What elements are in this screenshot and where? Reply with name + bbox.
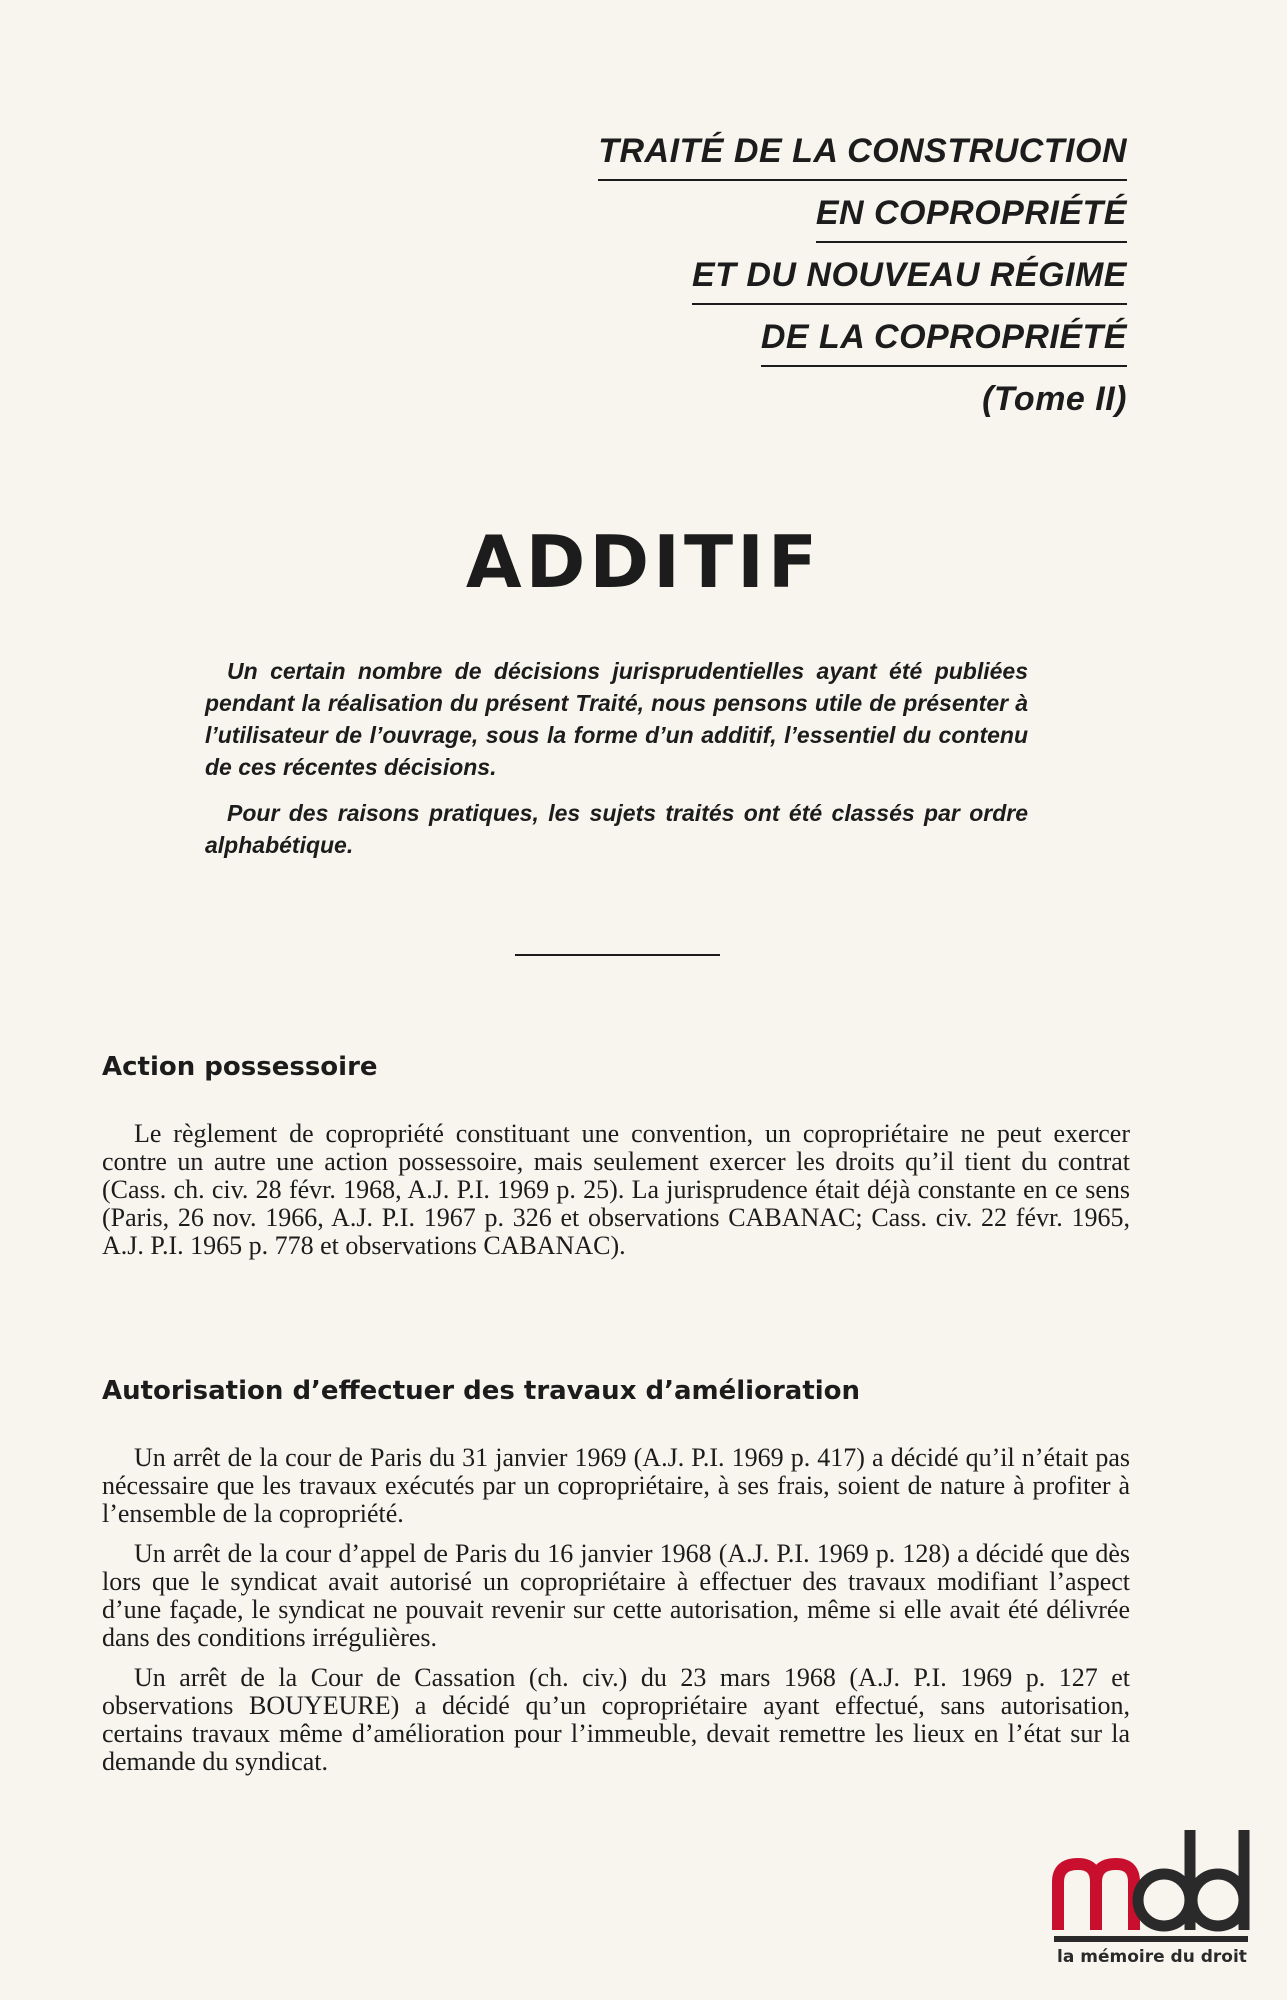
body-paragraph: Un arrêt de la cour d’appel de Paris du 16 janvier 1968 (A.J. P.I. 1969 p. 128) a décidé que dès lors que le syndicat avait autorisé un copropriétaire à effectuer des travaux modifiant l’aspect d’une façade, le syndicat ne pouvait revenir sur cette autorisation, même si elle avait été délivrée dans des conditions irrégulières. xyxy=(102,1539,1130,1652)
section-body-autorisation-travaux xyxy=(102,1444,1130,1788)
page-heading: ADDITIF xyxy=(465,520,822,604)
book-title xyxy=(598,128,1127,419)
mdd-logo-mark xyxy=(1052,1820,1252,1945)
intro-paragraph: Un certain nombre de décisions jurisprudentielles ayant été publiées pendant la réalisation du présent Traité, nous pensons utile de présenter à l’utilisateur de l’ouvrage, sous la forme d’un additif, l’essentiel du contenu de ces récentes décisions. xyxy=(205,658,1028,780)
intro-text xyxy=(205,655,1028,875)
body-paragraph: Un arrêt de la Cour de Cassation (ch. civ.) du 23 mars 1968 (A.J. P.I. 1969 p. 127 et observations BOUYEURE) a décidé qu’un copropriétaire ayant effectué, sans autorisation, certains travaux même d’amélioration pour l’immeuble, devait remettre les lieux en l’état sur la demande du syndicat. xyxy=(102,1663,1130,1776)
logo-caption: la mémoire du droit xyxy=(1057,1947,1247,1967)
mdd-logo xyxy=(1052,1820,1252,1980)
intro-paragraph: Pour des raisons pratiques, les sujets traités ont été classés par ordre alphabétique. xyxy=(205,800,1028,858)
title-line: ET DU NOUVEAU RÉGIME xyxy=(692,252,1127,305)
section-title-autorisation-travaux: Autorisation d’effectuer des travaux d’amélioration xyxy=(102,1376,861,1406)
title-line: DE LA COPROPRIÉTÉ xyxy=(761,314,1127,367)
section-separator xyxy=(515,954,720,956)
body-paragraph: Un arrêt de la cour de Paris du 31 janvier 1969 (A.J. P.I. 1969 p. 417) a décidé qu’il n’était pas nécessaire que les travaux exécutés par un copropriétaire, à ses frais, soient de nature à profiter à l’ensemble de la copropriété. xyxy=(102,1443,1130,1528)
section-title-action-possessoire: Action possessoire xyxy=(102,1052,378,1082)
title-line: TRAITÉ DE LA CONSTRUCTION xyxy=(598,128,1127,181)
title-tome: (Tome II) xyxy=(982,380,1127,418)
body-paragraph: Le règlement de copropriété constituant une convention, un copropriétaire ne peut exercer contre un autre une action possessoire, mais seulement exercer les droits qu’il tient du contrat (Cass. ch. civ. 28 févr. 1968, A.J. P.I. 1969 p. 25). La jurisprudence était déjà constante en ce sens (Paris, 26 nov. 1966, A.J. P.I. 1967 p. 326 et observations CABANAC; Cass. civ. 22 févr. 1965, A.J. P.I. 1965 p. 778 et observations CABANAC). xyxy=(102,1119,1130,1260)
title-line: EN COPROPRIÉTÉ xyxy=(816,190,1127,243)
section-body-action-possessoire xyxy=(102,1120,1130,1272)
